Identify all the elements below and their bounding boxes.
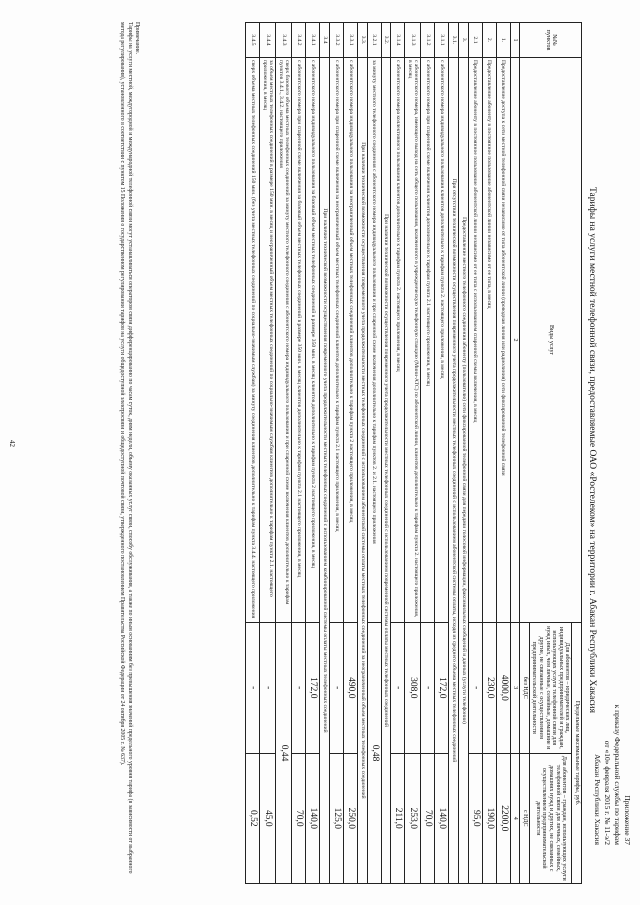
header-t2: Для абонентов – граждан, использующих услуги телефонной связи для личных, семейных, домашних нужд и других, не связанных с осуществлением предпринимательской деятельности bbox=[529, 753, 572, 884]
index-cell: 1 bbox=[510, 23, 520, 58]
row-tariff-citizen: 190,0 bbox=[482, 753, 496, 884]
row-number: 3.4.1 bbox=[306, 23, 320, 58]
row-number: 2. bbox=[482, 23, 496, 58]
row-tariff-merged: 0,48 bbox=[367, 623, 381, 884]
table-section-row bbox=[381, 23, 391, 884]
row-tariff-citizen: 140,0 bbox=[306, 753, 320, 884]
row-number: 3.1.3 bbox=[405, 23, 421, 58]
row-tariff-legal: - bbox=[391, 623, 405, 754]
row-tariff-citizen: 140,0 bbox=[435, 753, 449, 884]
page-number: 42 bbox=[8, 440, 16, 447]
row-tariff-legal: 490,0 bbox=[344, 623, 358, 754]
table-header-row bbox=[572, 23, 582, 884]
row-service-text: с абонентского номера индивидуального пользования клиентов дополнительно к тарифам пункта 2. настоящего приложения, в месяц bbox=[435, 58, 449, 623]
header-t1: Для абонентов – юридических лиц, индивидуальных предпринимателей и граждан, использующих услуги телефонной связи для нужд иных, чем личные, семейные, домашние и другие, не связанные с осуществлением предпринимательской деятельности bbox=[529, 623, 572, 754]
header-t1-unit: без НДС bbox=[520, 623, 530, 754]
table-row bbox=[344, 23, 358, 884]
row-tariff-citizen: 125,0 bbox=[330, 753, 344, 884]
table-row bbox=[292, 23, 306, 884]
row-service-text: При наличии технической возможности осуществления повременного учета продолжительности местных телефонных соединений с использованием повременной системы оплаты местных телефонных соединений bbox=[381, 58, 391, 884]
row-tariff-citizen: 253,0 bbox=[405, 753, 421, 884]
table-row bbox=[367, 23, 381, 884]
appendix-date: от «10» февраля 2015 г. № 11-э/2 bbox=[603, 740, 612, 845]
table-index-row bbox=[510, 23, 520, 884]
row-service-text: При наличии технической возможности осуществления повременного учета продолжительности местных телефонных соединений с использованием комбинированной системы оплаты местных телефонных соединений bbox=[320, 58, 330, 884]
table-row bbox=[496, 23, 510, 884]
row-service-text: сверх базового объема местных телефонных соединений за минуту местного телефонного соединения с абонентского номера индивидуального пользования и при спаренной схеме включения клиентов дополнительно к тарифам пунктов 3.4.1., 3.4.2. настоящего приложения bbox=[276, 58, 292, 623]
row-tariff-legal: - bbox=[246, 623, 260, 754]
row-service-text: Предоставление абоненту в постоянное пользование абонентской линии независимо от ее типа, в месяц bbox=[482, 58, 496, 623]
row-tariff-citizen: 2200,0 bbox=[496, 753, 510, 884]
row-tariff-legal: - bbox=[421, 623, 435, 754]
tariff-table-body bbox=[246, 23, 511, 884]
index-cell: 2 bbox=[510, 58, 520, 623]
row-service-text: с абонентского номера при спаренной схеме включения клиентов дополнительно к тарифам пункта 2.1 настоящего приложения, в месяц bbox=[421, 58, 435, 623]
row-tariff-citizen: 95,0 bbox=[468, 753, 482, 884]
row-tariff-legal: - bbox=[260, 623, 276, 754]
row-service-text: При наличии технической возможности осуществления повременного учета продолжительности местных телефонных соединений с использованием абонентской системы оплаты местных телефонных соединений за неограниченный объем местных телефонных соединений bbox=[358, 58, 368, 884]
row-service-text: с абонентского номера при спаренной схеме включения за базовый объем местных телефонных соединений в размере 350 мин. в месяц клиентов дополнительно к тарифам пункта 2.1 настоящего приложения, в месяц bbox=[292, 58, 306, 623]
row-service-text: с абонентского номера индивидуального пользования за неограниченный объем местных телефонных соединений клиентов дополнительно к тарифам пункта 2 настоящего приложения, в месяц bbox=[344, 58, 358, 623]
notes-text: Тарифы на услуги местной, междугородной и международной телефонной связи могут устанавливаться оператором связи дифференцированно по часам суток, дням недели, объему оказанных услуг связи, способу обслуживания, а также по иным основаниям без превышения значений предельного уровня тарифа (в зависимости от выбранного метода регулирования), установленного в соответствии с пунктом 15 Положения о государственном регулировании тарифов на услуги общедоступной электросвязи и общедоступной почтовой связи, утвержденного постановлением Правительства Российской Федерации от 24 октября 2005 г. № 637). bbox=[119, 22, 133, 874]
row-number: 3.4.4 bbox=[260, 23, 276, 58]
row-tariff-legal: - bbox=[330, 623, 344, 754]
index-cell: 4 bbox=[510, 753, 520, 884]
row-service-text: с абонентского номера коллективного пользования клиентов дополнительно к тарифам пункта 2. настоящего приложения, в месяц bbox=[391, 58, 405, 623]
row-service-text: Предоставление абоненту в постоянное пользование абонентской линии независимо от ее типа с использованием спаренной схемы включения, в месяц bbox=[468, 58, 482, 623]
row-service-text: с абонентского номера индивидуального пользования за базовый объем местных телефонных соединений в размере 350 мин. в месяц клиентов дополнительно к тарифам пункта 2 настоящего приложения, в месяц bbox=[306, 58, 320, 623]
table-row bbox=[260, 23, 276, 884]
row-number: 3.3.2 bbox=[330, 23, 344, 58]
row-tariff-citizen: 250,0 bbox=[344, 753, 358, 884]
row-number: 3.2. bbox=[381, 23, 391, 58]
row-number: 3.1.4 bbox=[391, 23, 405, 58]
tariff-table-wrap bbox=[245, 22, 582, 884]
table-row bbox=[391, 23, 405, 884]
row-service-text: за минуту местного телефонного соединения с абонентского номера индивидуального пользования и при спаренной схеме включения дополнительно к тарифам пунктов 2. и 2.1. настоящего приложения bbox=[367, 58, 381, 623]
row-number: 3.1.1 bbox=[435, 23, 449, 58]
header-num: №№ пунктов bbox=[520, 23, 582, 58]
table-row bbox=[468, 23, 482, 884]
row-service-text: Предоставление местного телефонного соединения абоненту (пользователю) сети фиксированной телефонной связи для передачи голосовой информации, факсимильных сообщений и данных (услуги телефонии) bbox=[459, 58, 469, 884]
row-service-text: с абонентского номера, имеющего выход на сеть общего пользования, включенного в учрежденческую телефонную станцию (Мини-АТС) по абонентской линии, клиентов дополнительно к тарифам пункта 2. настоящего приложения, в месяц bbox=[405, 58, 421, 623]
row-tariff-citizen: 211,0 bbox=[391, 753, 405, 884]
index-cell: 3 bbox=[510, 623, 520, 754]
row-number: 1. bbox=[496, 23, 510, 58]
row-number: 3.2.1 bbox=[367, 23, 381, 58]
header-t2-unit: с НДС bbox=[520, 753, 530, 884]
appendix-region: Абакан Республики Хакасия bbox=[593, 754, 602, 845]
row-tariff-legal: - bbox=[292, 623, 306, 754]
table-row bbox=[306, 23, 320, 884]
row-tariff-legal: 308,0 bbox=[405, 623, 421, 754]
row-tariff-citizen: 70,0 bbox=[421, 753, 435, 884]
notes-heading: Примечание. bbox=[134, 22, 140, 54]
row-tariff-citizen: 70,0 bbox=[292, 753, 306, 884]
row-tariff-legal: 172,0 bbox=[306, 623, 320, 754]
row-number: 3.3. bbox=[358, 23, 368, 58]
notes-block bbox=[118, 22, 140, 882]
row-number: 3.3.1 bbox=[344, 23, 358, 58]
header-services: Виды услуг bbox=[520, 58, 582, 623]
table-row bbox=[330, 23, 344, 884]
row-service-text: сверх объема местных телефонных соединений 150 мин. (без учета местных телефонных соединений по социально-значимым службам) за минуту соединения клиентов дополнительно к тарифам пункта 3.4.4. настоящего приложения bbox=[246, 58, 260, 623]
table-row bbox=[435, 23, 449, 884]
appendix-order: к приказу Федеральной службы по тарифам bbox=[613, 704, 622, 845]
row-number: 3.1.2 bbox=[421, 23, 435, 58]
table-row bbox=[482, 23, 496, 884]
table-row bbox=[246, 23, 260, 884]
row-number: 3. bbox=[459, 23, 469, 58]
row-number: 3.4 bbox=[320, 23, 330, 58]
document-title: Тарифы на услуги местной телефонной связи, предоставляемые ОАО «Ростелеком» на территории г. Абакан Республики Хакасия bbox=[587, 186, 597, 713]
table-section-row bbox=[459, 23, 469, 884]
row-tariff-legal: 230,0 bbox=[482, 623, 496, 754]
row-service-text: Предоставление доступа к сети местной телефонной связи независимо от типа абонентской линии (проводная линия или радиолиния) сети фиксированной телефонной связи bbox=[496, 58, 510, 623]
row-number: 2.1 bbox=[468, 23, 482, 58]
row-service-text: При отсутствии технической возможности осуществления повременного учета продолжительности местных телефонных соединений с использованием абонентской системы оплаты, исходя из среднего объема местных телефонных соединений bbox=[449, 58, 459, 884]
table-section-row bbox=[449, 23, 459, 884]
row-number: 3.4.3 bbox=[276, 23, 292, 58]
row-tariff-legal: - bbox=[468, 623, 482, 754]
row-service-text: с абонентского номера при спаренной схеме включения за неограниченный объем местных телефонных соединений клиентов дополнительно к тарифам пункта 2.1 настоящего приложения, в месяц bbox=[330, 58, 344, 623]
table-section-row bbox=[320, 23, 330, 884]
row-number: 3.1. bbox=[449, 23, 459, 58]
row-service-text: за объем местных телефонных соединений в размере 150 мин. в месяц и неограниченный объем местных телефонных соединений по социально-значимым службам клиентов дополнительно к тарифам пункта 2.1. настоящего приложения, в месяц bbox=[260, 58, 276, 623]
tariff-table bbox=[245, 22, 582, 884]
table-row bbox=[405, 23, 421, 884]
appendix-number: Приложение 37 bbox=[623, 795, 632, 845]
appendix-block bbox=[592, 615, 632, 845]
row-number: 3.4.5 bbox=[246, 23, 260, 58]
row-tariff-citizen: 0,52 bbox=[246, 753, 260, 884]
row-number: 3.4.2 bbox=[292, 23, 306, 58]
row-tariff-legal: 172,0 bbox=[435, 623, 449, 754]
row-tariff-legal: 4000,0 bbox=[496, 623, 510, 754]
row-tariff-citizen: 45,0 bbox=[260, 753, 276, 884]
table-section-row bbox=[358, 23, 368, 884]
table-row bbox=[421, 23, 435, 884]
row-tariff-merged: 0,44 bbox=[276, 623, 292, 884]
table-row bbox=[276, 23, 292, 884]
header-tariffs: Предельные максимальные тарифы, руб. bbox=[572, 623, 582, 884]
